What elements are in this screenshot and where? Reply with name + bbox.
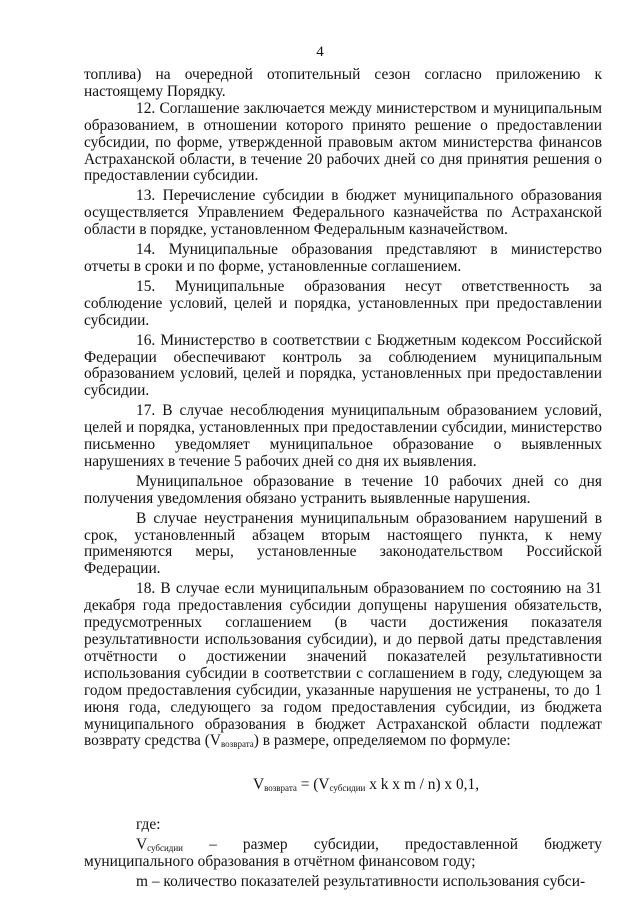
paragraph-item-17: 17. В случае несоблюдения муниципальным образованием условий, целей и порядка, установленных при предоставлении субсидии, министерство письменно уведомляет муниципальное образование о выявленных нарушениях в течение 5 рабочих дней со дня их выявления. xyxy=(84,402,602,470)
paragraph-item-12: 12. Соглашение заключается между министерством и муниципальным образованием, в отношении которого принято решение о предоставлении субсидии, по форме, утвержденной правовым актом министерства финансов Астраханской области, в течение 20 рабочих дней со дня принятия решения о предоставлении субсидии. xyxy=(84,99,602,185)
paragraph-item-15: 15. Муниципальные образования несут ответственность за соблюдение условий, целей и порядка, установленных при предоставлении субсидии. xyxy=(84,277,602,329)
paragraph-item-14: 14. Муниципальные образования представляют в министерство отчеты в сроки и по форме, установленные соглашением. xyxy=(84,241,602,275)
paragraph-17-part-2: Муниципальное образование в течение 10 рабочих дней со дня получения уведомления обязано устранить выявленные нарушения. xyxy=(84,472,602,507)
return-formula: $V_{возврата} = (V_{субсидии}$ x k x m / n) x 0,1, xyxy=(252,776,480,794)
document-body xyxy=(84,67,602,891)
paragraph-item-13: 13. Перечисление субсидии в бюджет муниципального образования осуществляется Управлением Федерального казначейства по Астраханской области в порядке, установленном Федеральным казначейством. xyxy=(84,187,602,239)
definition-v-subsidy: $V_{субсидии}$ – размер субсидии, предоставленной бюджету муниципального образования в отчётном финансовом году; xyxy=(84,836,602,871)
paragraph-18-tail: ($V_{возврата}$ xyxy=(204,732,254,750)
paragraph-17-part-3: В случае неустранения муниципальным образованием нарушений в срок, установленный абзацем вторым настоящего пункта, к нему применяются меры, установленные законодательством Российской Федерации. xyxy=(84,509,602,578)
paragraph-continuation: топлива) на очередной отопительный сезон согласно приложению к настоящему Порядку. xyxy=(84,66,602,100)
definition-m: m – количество показателей результативности использования субси- xyxy=(136,872,586,890)
page-number: 4 xyxy=(316,44,324,60)
paragraph-item-16: 16. Министерство в соответствии с Бюджетным кодексом Российской Федерации обеспечивают контроль за соблюдением муниципальным образованием условий, целей и порядка, установленных при предоставлении субсидии. xyxy=(84,331,602,400)
paragraph-18-text: 18. В случае если муниципальным образованием по состоянию на 31 декабря года предоставления субсидии допущены нарушения обязательств, предусмотренных соглашением (в части достижения показателя результативности использования субсидии), и до первой даты представления отчётности о достижении значений показателей результативности использования субсидии в соответствии с соглашением в году, следующем за годом предоставления субсидии, указанные нарушения не устранены, то до 1 июня года, следующего за годом предоставления субсидии, из бюджета муниципального образования в бюджет Астраханской области подлежат возврату средства xyxy=(84,580,602,750)
where-label: где: xyxy=(136,816,161,834)
paragraph-item-18: 18. В случае если муниципальным образованием по состоянию на 31 декабря года предоставления субсидии допущены нарушения обязательств, предусмотренных соглашением (в части достижения показателя результативности использования субсидии), и до первой даты представления отчётности о достижении значений показателей результативности использования субсидии в соответствии с соглашением в году, следующем за годом предоставления субсидии, указанные нарушения не устранены, то до 1 июня года, следующего за годом предоставления субсидии, из бюджета муниципального образования в бюджет Астраханской области подлежат возврату средства $(V_{возврата})$ в размере, определяемом по формуле: xyxy=(84,580,602,750)
